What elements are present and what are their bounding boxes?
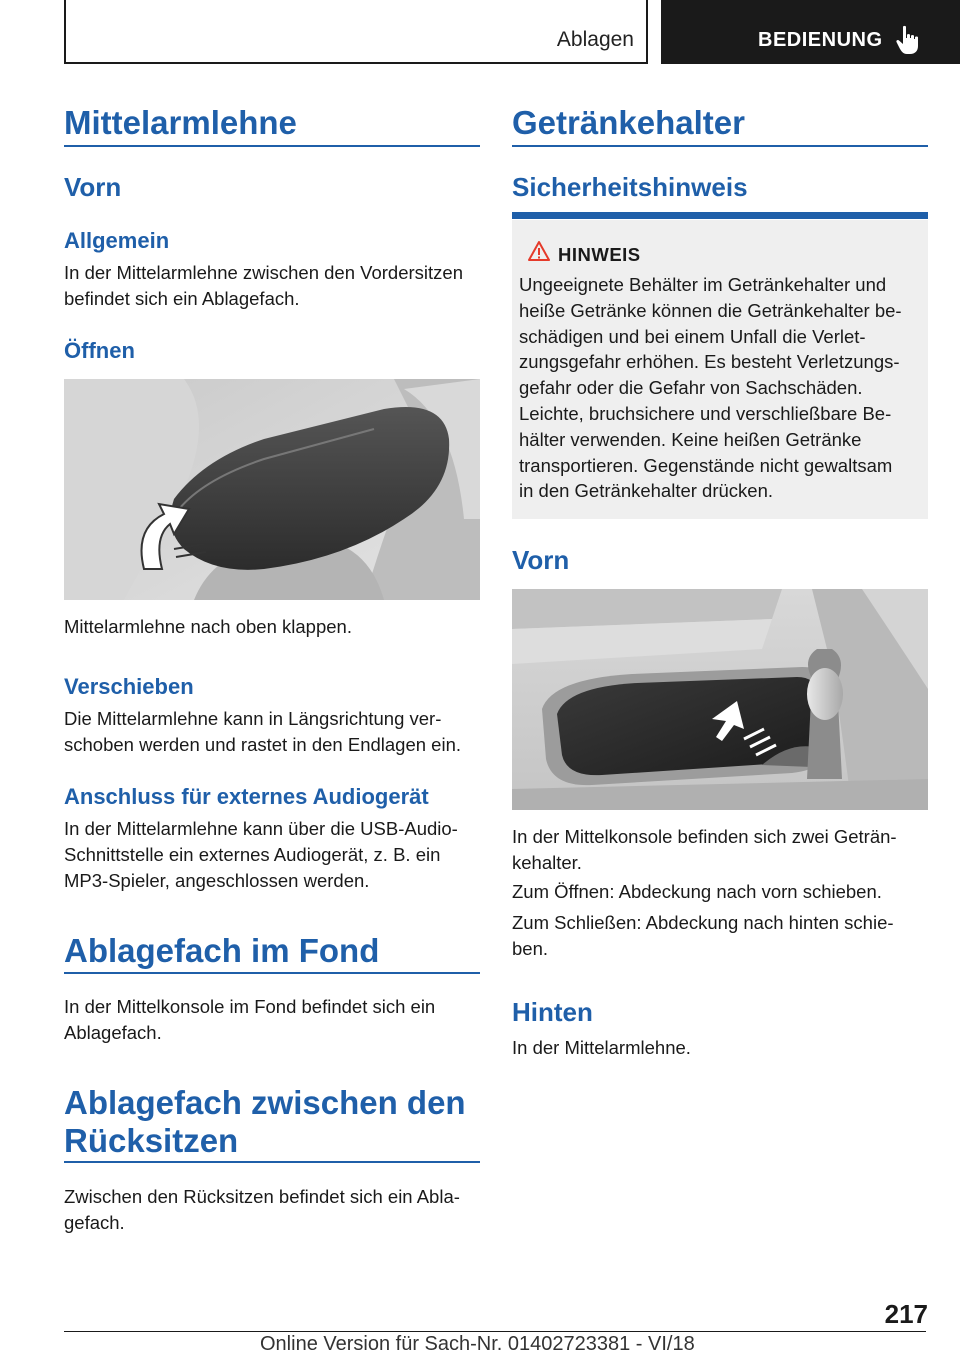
text-line: kehalter. (512, 852, 582, 873)
heading-fond: Ablagefach im Fond (64, 932, 380, 969)
subheading-vorn: Vorn (64, 172, 122, 202)
heading-rule (64, 145, 480, 147)
subheading-verschieben: Verschieben (64, 674, 194, 699)
text-line: heiße Getränke können die Getränkehalter be‐ (519, 299, 902, 321)
paragraph-vorn-1 (512, 824, 932, 876)
footer-rule (64, 1331, 926, 1332)
text-line: In der Mittelkonsole im Fond befindet sich ein (64, 996, 436, 1017)
notice-title: HINWEIS (558, 244, 641, 265)
text-line: hälter verwenden. Keine heißen Getränke (519, 428, 862, 450)
subheading-oeffnen: Öffnen (64, 338, 135, 363)
header-section-title: Ablagen (556, 28, 634, 51)
text-line: Ungeeignete Behälter im Getränkehalter und (519, 274, 887, 295)
text-line: ben. (512, 938, 549, 959)
text-line: Schnittstelle ein externes Audiogerät, z. B. ein (64, 844, 441, 865)
subheading-allgemein: Allgemein (64, 228, 170, 253)
header-chapter-title: BEDIENUNG (758, 29, 883, 51)
text-line: schoben werden und rastet in den Endlagen ein. (64, 734, 462, 755)
text-line: Zwischen den Rücksitzen befindet sich ein Abla‐ (64, 1186, 460, 1207)
paragraph-ruecksitzen (64, 1184, 484, 1236)
header-chapter-tab (661, 0, 960, 64)
paragraph-fond (64, 994, 484, 1046)
paragraph-anschluss (64, 816, 484, 894)
text-line: befindet sich ein Ablagefach. (64, 288, 300, 309)
text-line: zungsgefahr erhöhen. Es besteht Verletzungs‐ (519, 351, 900, 373)
subheading-sicherheit: Sicherheitshinweis (512, 172, 748, 202)
text-line: In der Mittelarmlehne kann über die USB-Audio- (64, 818, 458, 839)
text-line: Leichte, bruchsichere und verschließbare Be‐ (519, 402, 892, 424)
text-line: in den Getränkehalter drücken. (519, 480, 774, 502)
text-line: Zum Schließen: Abdeckung nach hinten schie‐ (512, 912, 894, 933)
heading-getraenkehalter: Getränkehalter (512, 104, 745, 141)
subheading-vorn-right: Vorn (512, 545, 570, 575)
cupholder-illustration (512, 589, 928, 810)
caption-oeffnen: Mittelarmlehne nach oben klappen. (64, 616, 352, 637)
paragraph-hinten: In der Mittelarmlehne. (512, 1037, 691, 1058)
heading-rule (64, 972, 480, 974)
paragraph-vorn-2: Zum Öffnen: Abdeckung nach vorn schieben. (512, 881, 882, 902)
page-number: 217 (884, 1299, 928, 1329)
text-line: MP3-Spieler, angeschlossen werden. (64, 870, 370, 891)
paragraph-vorn-3 (512, 910, 932, 962)
notice-top-bar (512, 212, 928, 219)
text-line: transportieren. Gegenstände nicht gewaltsam (519, 454, 893, 476)
text-line: In der Mittelkonsole befinden sich zwei Geträn‐ (512, 826, 897, 847)
header-section-box (64, 0, 648, 64)
notice-body (519, 272, 921, 504)
heading-rule (512, 145, 928, 147)
paragraph-verschieben (64, 706, 484, 758)
figure-cupholder (512, 589, 928, 810)
text-line: gefach. (64, 1212, 125, 1233)
heading-mittelarmlehne: Mittelarmlehne (64, 104, 297, 141)
warning-triangle-icon (528, 240, 550, 262)
text-line: schädigen und bei einem Unfall die Verlet‐ (519, 325, 866, 347)
text-line: gefahr oder die Gefahr von Sachschäden. (519, 377, 863, 399)
text-line: Ablagefach. (64, 1022, 162, 1043)
heading-rule (64, 1161, 480, 1163)
subheading-anschluss: Anschluss für externes Audiogerät (64, 784, 429, 809)
paragraph-allgemein (64, 260, 484, 312)
heading-line: Ablagefach zwischen den (64, 1084, 466, 1121)
armrest-illustration (64, 379, 480, 600)
notice-box (512, 220, 928, 519)
text-line: Die Mittelarmlehne kann in Längsrichtung ver‐ (64, 708, 442, 729)
figure-armrest (64, 379, 480, 600)
heading-line: Rücksitzen (64, 1122, 239, 1159)
pointing-hand-icon (896, 25, 922, 55)
heading-ruecksitzen (64, 1084, 484, 1160)
subheading-hinten: Hinten (512, 997, 593, 1027)
text-line: In der Mittelarmlehne zwischen den Vordersitzen (64, 262, 463, 283)
footer-online-version: Online Version für Sach-Nr. 01402723381 - VI/18 (260, 1333, 695, 1355)
